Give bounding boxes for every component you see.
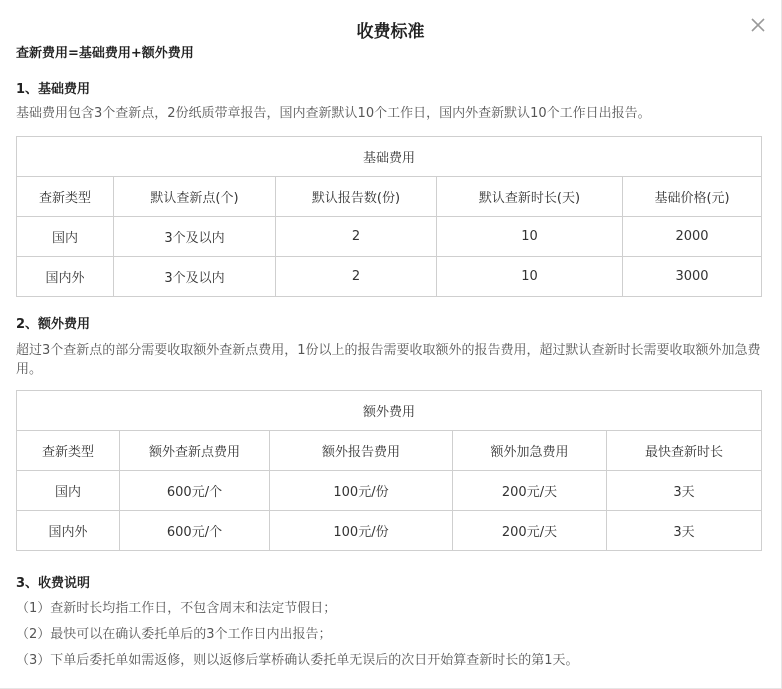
table-cell: 国内 bbox=[17, 217, 114, 257]
table-cell: 10 bbox=[437, 257, 623, 297]
table-caption: 额外费用 bbox=[17, 391, 762, 431]
table-header-row bbox=[17, 431, 762, 471]
column-header: 默认查新时长(天) bbox=[437, 177, 623, 217]
table-row bbox=[17, 217, 762, 257]
section-heading-basic: 1、基础费用 bbox=[16, 82, 91, 97]
note-item: （1）查新时长均指工作日，不包含周末和法定节假日； bbox=[16, 601, 337, 616]
table-cell: 100元/份 bbox=[270, 471, 453, 511]
table-cell: 10 bbox=[437, 217, 623, 257]
section-heading-extra: 2、额外费用 bbox=[16, 317, 91, 332]
column-header: 基础价格(元) bbox=[623, 177, 762, 217]
table-cell: 100元/份 bbox=[270, 511, 453, 551]
table-cell: 200元/天 bbox=[453, 511, 607, 551]
table-cell: 3000 bbox=[623, 257, 762, 297]
table-cell: 3个及以内 bbox=[114, 257, 276, 297]
fee-formula: 查新费用=基础费用+额外费用 bbox=[16, 46, 194, 61]
section-desc-basic: 基础费用包含3个查新点，2份纸质带章报告，国内查新默认10个工作日，国内外查新默认10个工作日出报告。 bbox=[16, 106, 651, 121]
table-cell: 200元/天 bbox=[453, 471, 607, 511]
basic-fee-table bbox=[16, 136, 762, 297]
note-item: （2）最快可以在确认委托单后的3个工作日内出报告； bbox=[16, 627, 332, 642]
extra-fee-table bbox=[16, 390, 762, 551]
table-header-row bbox=[17, 177, 762, 217]
column-header: 默认查新点(个) bbox=[114, 177, 276, 217]
table-cell: 600元/个 bbox=[120, 471, 270, 511]
table-cell: 2000 bbox=[623, 217, 762, 257]
table-cell: 2 bbox=[276, 257, 437, 297]
table-cell: 3天 bbox=[607, 511, 762, 551]
column-header: 默认报告数(份) bbox=[276, 177, 437, 217]
table-row bbox=[17, 511, 762, 551]
table-cell: 国内外 bbox=[17, 511, 120, 551]
table-caption: 基础费用 bbox=[17, 137, 762, 177]
table-row bbox=[17, 471, 762, 511]
column-header: 额外报告费用 bbox=[270, 431, 453, 471]
table-cell: 2 bbox=[276, 217, 437, 257]
column-header: 最快查新时长 bbox=[607, 431, 762, 471]
close-icon[interactable] bbox=[749, 16, 767, 34]
column-header: 查新类型 bbox=[17, 177, 114, 217]
table-cell: 3个及以内 bbox=[114, 217, 276, 257]
dialog-title: 收费标准 bbox=[356, 22, 425, 42]
table-cell: 国内 bbox=[17, 471, 120, 511]
table-cell: 600元/个 bbox=[120, 511, 270, 551]
column-header: 额外加急费用 bbox=[453, 431, 607, 471]
section-heading-notes: 3、收费说明 bbox=[16, 576, 91, 591]
column-header: 额外查新点费用 bbox=[120, 431, 270, 471]
note-item: （3）下单后委托单如需返修，则以返修后掌桥确认委托单无误后的次日开始算查新时长的第1天。 bbox=[16, 653, 579, 668]
section-desc-extra: 超过3个查新点的部分需要收取额外查新点费用，1份以上的报告需要收取额外的报告费用，超过默认查新时长需要收取额外加急费用。 bbox=[16, 343, 761, 377]
table-cell: 3天 bbox=[607, 471, 762, 511]
table-cell: 国内外 bbox=[17, 257, 114, 297]
table-row bbox=[17, 257, 762, 297]
column-header: 查新类型 bbox=[17, 431, 120, 471]
